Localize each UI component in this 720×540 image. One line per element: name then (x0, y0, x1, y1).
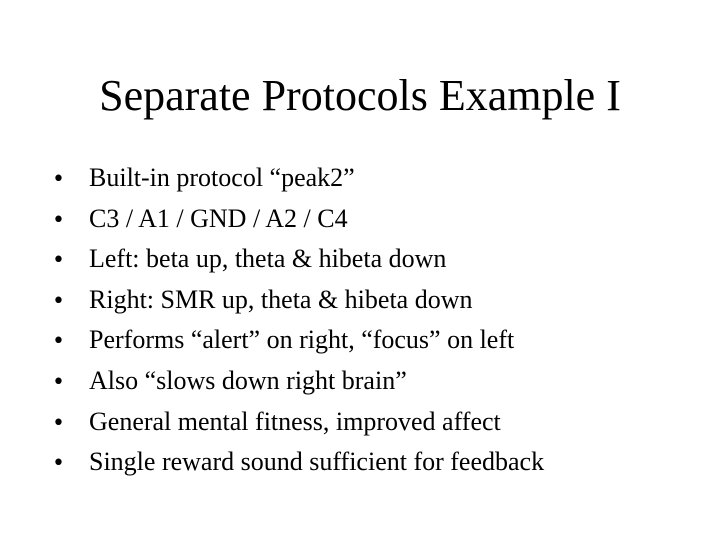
bullet-item (52, 361, 692, 402)
bullet-item (52, 442, 692, 483)
bullet-icon: • (52, 329, 65, 355)
bullet-item (52, 320, 692, 361)
bullet-text: C3 / A1 / GND / A2 / C4 (89, 203, 348, 233)
bullet-item (52, 239, 692, 280)
bullet-text: Left: beta up, theta & hibeta down (89, 244, 447, 274)
bullet-item (52, 158, 692, 199)
bullet-icon: • (52, 369, 65, 395)
bullet-text: General mental fitness, improved affect (89, 406, 501, 436)
bullet-text: Built-in protocol “peak2” (89, 163, 355, 192)
bullet-item (52, 402, 692, 443)
bullet-icon: • (52, 288, 65, 314)
slide-title: Separate Protocols Example I (99, 71, 621, 120)
bullet-icon: • (52, 451, 65, 477)
bullet-icon: • (52, 207, 65, 233)
bullet-text: Single reward sound sufficient for feedback (89, 447, 545, 477)
bullet-text: Performs “alert” on right, “focus” on left (89, 325, 515, 355)
bullet-item (52, 280, 692, 321)
bullet-item (52, 199, 692, 240)
bullet-icon: • (52, 167, 65, 192)
bullet-list (52, 158, 692, 483)
bullet-icon: • (52, 410, 65, 436)
bullet-text: Also “slows down right brain” (89, 365, 407, 395)
bullet-icon: • (52, 248, 65, 274)
bullet-text: Right: SMR up, theta & hibeta down (89, 284, 473, 314)
